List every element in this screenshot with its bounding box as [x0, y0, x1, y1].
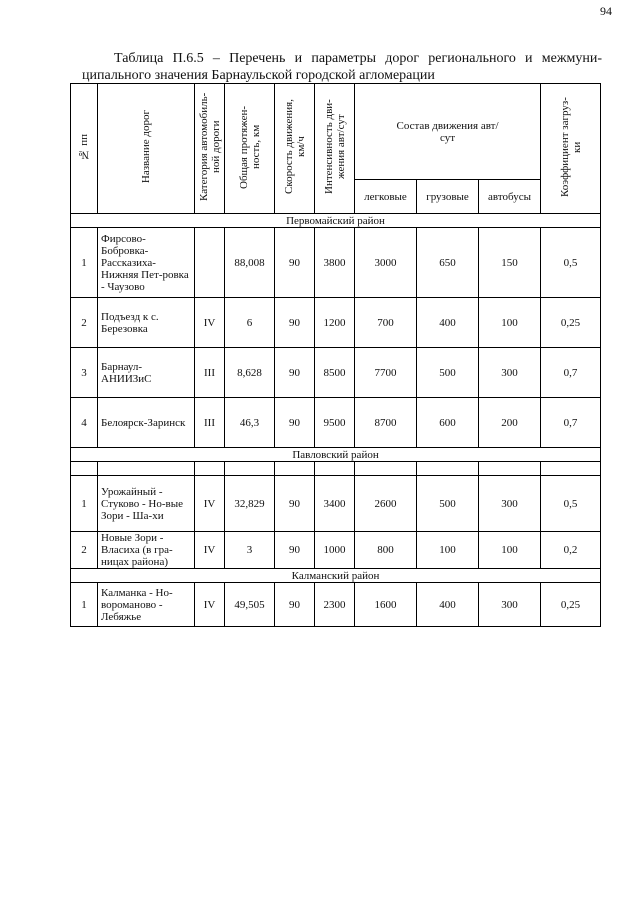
header-name: Название дорог [98, 84, 195, 214]
district-row [71, 569, 601, 583]
cell-name: Новые Зори - Власиха (в гра-ницах района) [98, 532, 195, 569]
cell-no: 1 [71, 583, 98, 627]
header-no: № пп [71, 84, 98, 214]
cell-speed: 90 [275, 398, 315, 448]
table-row [71, 228, 601, 298]
cell-category: IV [195, 476, 225, 532]
caption-line-2: ципального значения Барнаульской городской агломерации [82, 68, 435, 83]
cell-buses: 300 [479, 476, 541, 532]
cell-length: 6 [225, 298, 275, 348]
cell-trucks: 400 [417, 583, 479, 627]
cell-buses: 200 [479, 398, 541, 448]
cell-cars: 800 [355, 532, 417, 569]
header-composition: Состав движения авт/сут [355, 84, 541, 180]
cell-name: Белоярск-Заринск [98, 398, 195, 448]
district-title: Павловский район [71, 448, 601, 462]
roads-table [70, 83, 601, 627]
cell-cars: 3000 [355, 228, 417, 298]
cell-no: 2 [71, 298, 98, 348]
cell-speed: 90 [275, 476, 315, 532]
cell-category [195, 228, 225, 298]
cell-category: IV [195, 532, 225, 569]
cell-load: 0,5 [541, 228, 601, 298]
cell-load: 0,25 [541, 583, 601, 627]
cell-length: 3 [225, 532, 275, 569]
cell-speed: 90 [275, 532, 315, 569]
table-row [71, 532, 601, 569]
table-row [71, 583, 601, 627]
table-row [71, 476, 601, 532]
cell-no: 3 [71, 348, 98, 398]
empty-cell [71, 462, 98, 476]
page-number: 94 [600, 4, 612, 18]
cell-intensity: 2300 [315, 583, 355, 627]
cell-cars: 2600 [355, 476, 417, 532]
cell-cars: 700 [355, 298, 417, 348]
cell-load: 0,7 [541, 398, 601, 448]
caption-line-1: Таблица П.6.5 – Перечень и параметры дорог регионального и межмуни- [114, 51, 602, 66]
cell-load: 0,25 [541, 298, 601, 348]
cell-speed: 90 [275, 228, 315, 298]
cell-intensity: 9500 [315, 398, 355, 448]
cell-no: 4 [71, 398, 98, 448]
cell-cars: 8700 [355, 398, 417, 448]
cell-load: 0,2 [541, 532, 601, 569]
header-load: Коэффициент загруз-ки [541, 84, 601, 214]
header-intensity: Интенсивность дви-жения авт/сут [315, 84, 355, 214]
cell-trucks: 600 [417, 398, 479, 448]
district-row [71, 214, 601, 228]
cell-intensity: 1000 [315, 532, 355, 569]
cell-trucks: 400 [417, 298, 479, 348]
empty-cell [541, 462, 601, 476]
cell-category: III [195, 398, 225, 448]
cell-name: Урожайный - Стуково - Но-вые Зори - Ша-хи [98, 476, 195, 532]
table-row [71, 298, 601, 348]
cell-speed: 90 [275, 348, 315, 398]
cell-length: 49,505 [225, 583, 275, 627]
table-caption [82, 50, 602, 84]
cell-buses: 100 [479, 298, 541, 348]
empty-cell [225, 462, 275, 476]
cell-length: 46,3 [225, 398, 275, 448]
cell-buses: 150 [479, 228, 541, 298]
cell-no: 1 [71, 476, 98, 532]
empty-cell [355, 462, 417, 476]
cell-speed: 90 [275, 298, 315, 348]
cell-intensity: 1200 [315, 298, 355, 348]
cell-trucks: 500 [417, 476, 479, 532]
empty-cell [98, 462, 195, 476]
cell-category: III [195, 348, 225, 398]
table-row [71, 348, 601, 398]
empty-cell [479, 462, 541, 476]
cell-trucks: 500 [417, 348, 479, 398]
cell-name: Барнаул-АНИИЗиС [98, 348, 195, 398]
header-length: Общая протяжен-ность, км [225, 84, 275, 214]
cell-buses: 300 [479, 348, 541, 398]
cell-load: 0,7 [541, 348, 601, 398]
cell-speed: 90 [275, 583, 315, 627]
cell-no: 1 [71, 228, 98, 298]
cell-cars: 1600 [355, 583, 417, 627]
header-trucks: грузовые [417, 180, 479, 214]
cell-length: 32,829 [225, 476, 275, 532]
cell-cars: 7700 [355, 348, 417, 398]
cell-load: 0,5 [541, 476, 601, 532]
cell-trucks: 100 [417, 532, 479, 569]
district-title: Калманский район [71, 569, 601, 583]
cell-name: Подъезд к с. Березовка [98, 298, 195, 348]
empty-cell [195, 462, 225, 476]
cell-category: IV [195, 583, 225, 627]
cell-trucks: 650 [417, 228, 479, 298]
cell-name: Фирсово-Бобровка-Рассказиха-Нижняя Пет-ровка - Чаузово [98, 228, 195, 298]
district-title: Первомайский район [71, 214, 601, 228]
cell-category: IV [195, 298, 225, 348]
header-buses: автобусы [479, 180, 541, 214]
header-row-1 [71, 84, 601, 180]
cell-intensity: 8500 [315, 348, 355, 398]
cell-name: Калманка - Но-вороманово - Лебяжье [98, 583, 195, 627]
cell-length: 88,008 [225, 228, 275, 298]
cell-intensity: 3800 [315, 228, 355, 298]
empty-cell [315, 462, 355, 476]
district-row [71, 448, 601, 462]
header-category: Категория автомобиль-ной дороги [195, 84, 225, 214]
empty-row [71, 462, 601, 476]
empty-cell [275, 462, 315, 476]
header-speed: Скорость движения, км/ч [275, 84, 315, 214]
cell-no: 2 [71, 532, 98, 569]
header-cars: легковые [355, 180, 417, 214]
cell-buses: 300 [479, 583, 541, 627]
cell-intensity: 3400 [315, 476, 355, 532]
table-row [71, 398, 601, 448]
cell-length: 8,628 [225, 348, 275, 398]
cell-buses: 100 [479, 532, 541, 569]
empty-cell [417, 462, 479, 476]
